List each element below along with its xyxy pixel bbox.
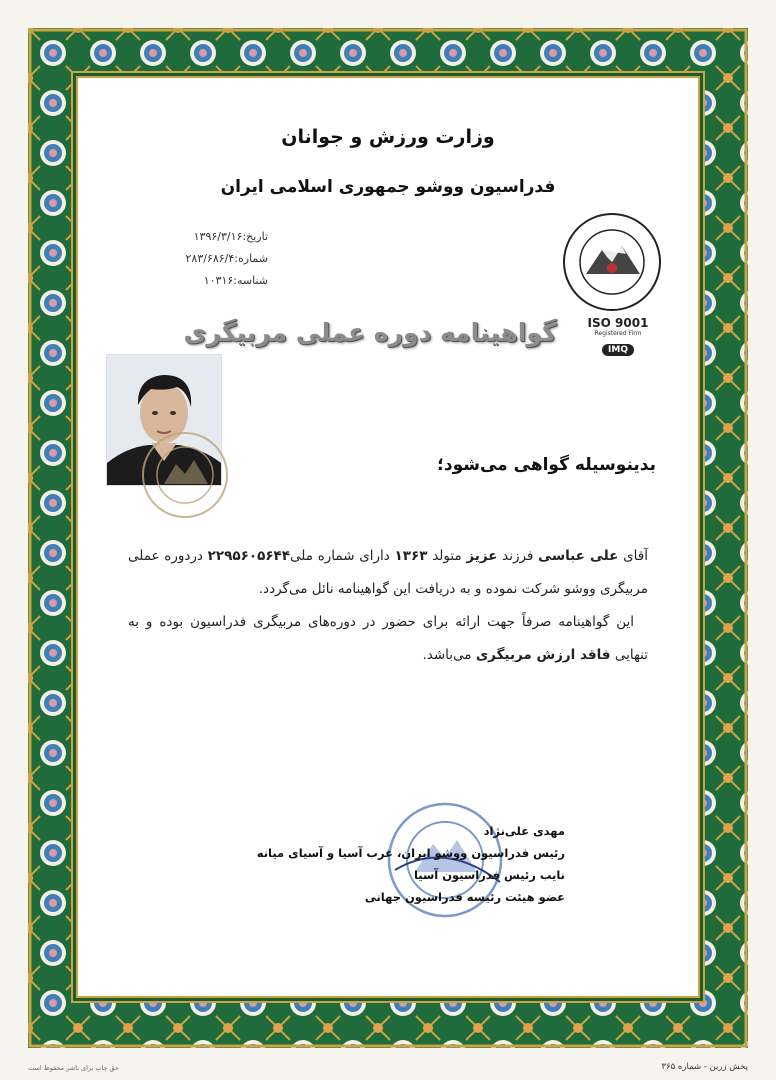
holder-name: علی عباسی: [538, 548, 619, 564]
imq-badge: IMQ: [602, 344, 634, 356]
father-name: عزیز: [466, 548, 498, 564]
body-text: دارای شماره ملی: [290, 548, 395, 564]
body-text: می‌باشد.: [422, 647, 476, 663]
signer-title-1: رئیس فدراسیون ووشو ایران، غرب آسیا و آسیای میانه: [256, 846, 565, 860]
federation-title: فدراسیون ووشو جمهوری اسلامی ایران: [220, 177, 556, 197]
certificate-title: گواهینامه دوره عملی مربیگری: [183, 318, 557, 347]
iso-certification: [578, 316, 658, 356]
body-paragraph-2: [128, 606, 648, 672]
iso-registered-text: Registered Firm: [594, 330, 642, 337]
body-text: آقای: [618, 548, 648, 564]
signer-title-3: عضو هیئت رئیسه فدراسیون جهانی: [364, 890, 565, 904]
national-id: ۲۲۹۵۶۰۵۶۴۴: [207, 548, 291, 564]
signature-block: [120, 820, 565, 908]
ministry-title: وزارت ورزش و جوانان: [281, 126, 495, 148]
copyright-footer: حق چاپ برای ناشر محفوظ است: [28, 1064, 119, 1072]
publisher-footer: پخش زرین - شماره ۳۶۵: [661, 1062, 748, 1072]
body-text: دردوره عملی مربیگری ووشو شرکت نموده و به دریافت این گواهینامه نائل می‌گردد.: [128, 548, 648, 597]
certification-statement: بدینوسیله گواهی می‌شود؛: [437, 455, 656, 475]
body-paragraph-1: [128, 540, 648, 606]
signer-title-2: نایب رئیس فدراسیون آسیا: [413, 868, 565, 882]
body-text: این گواهینامه صرفاً جهت ارائه برای حضور در دوره‌های مربیگری فدراسیون بوده و به تنهایی: [128, 614, 648, 663]
no-coaching-value: فاقد ارزش مربیگری: [475, 647, 611, 663]
document-id: شناسه:۱۰۳۱۶: [203, 274, 268, 287]
body-text: متولد: [427, 548, 467, 564]
signer-name: مهدی علی‌نژاد: [483, 824, 565, 838]
letter-number: شماره:۲۸۳/۶۸۶/۴: [185, 252, 268, 265]
iso-label: ISO 9001: [587, 316, 649, 330]
federation-logo: [562, 212, 662, 312]
body-text: فرزند: [497, 548, 539, 564]
issue-date: تاریخ:۱۳۹۶/۳/۱۶: [193, 230, 268, 243]
birth-year: ۱۳۶۳: [394, 548, 428, 564]
certificate-body: [128, 540, 648, 672]
photo-stamp-seal: [140, 430, 230, 520]
